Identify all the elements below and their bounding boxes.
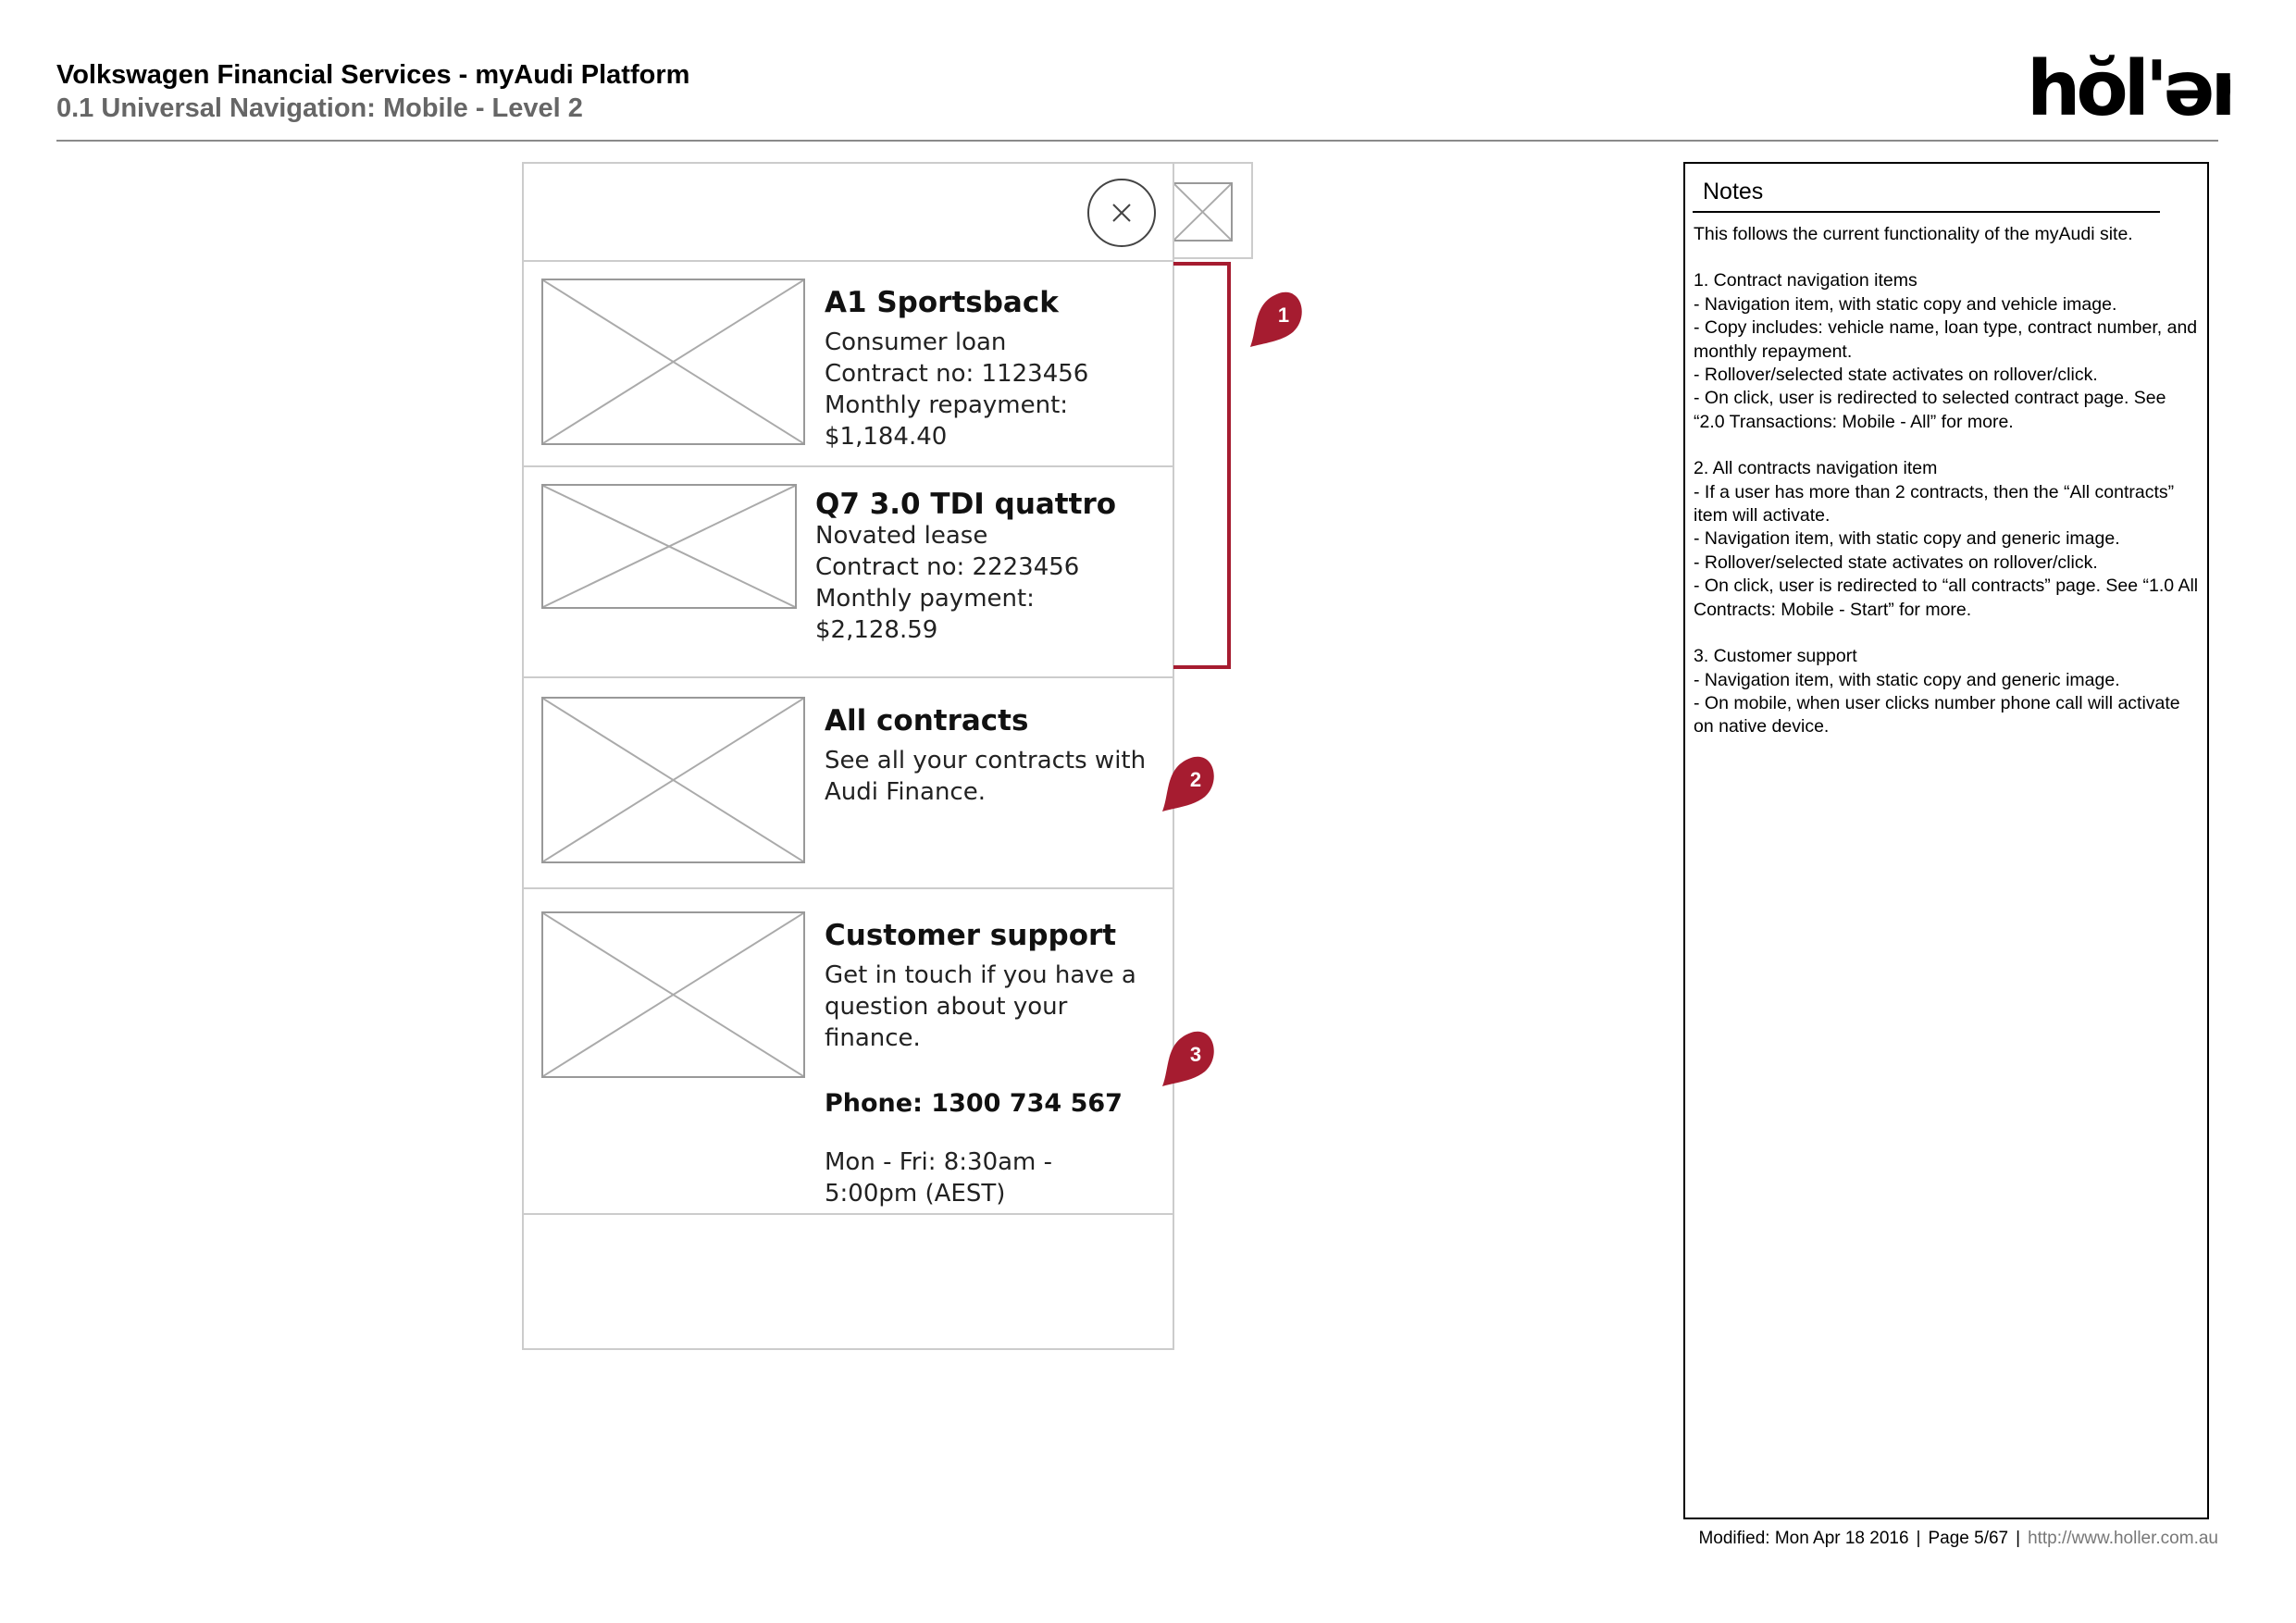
nav-item-description: See all your contracts with xyxy=(825,747,1147,774)
logo-text: hŏl'ər xyxy=(2027,45,2230,133)
marker-number: 1 xyxy=(1277,304,1290,327)
nav-item-customer-support[interactable] xyxy=(524,889,1173,1213)
nav-item-title: Q7 3.0 TDI quattro xyxy=(815,488,1117,521)
nav-item-payment-amount: $2,128.59 xyxy=(815,616,938,644)
nav-item-repayment-amount: $1,184.40 xyxy=(825,423,948,451)
annotation-marker-2 xyxy=(1160,752,1222,813)
holler-logo xyxy=(2027,41,2230,133)
nav-item-title: Customer support xyxy=(825,919,1117,952)
support-phone-link[interactable]: Phone: 1300 734 567 xyxy=(825,1089,1123,1118)
nav-item-description: Get in touch if you have a xyxy=(825,961,1136,989)
nav-item-contract-no: Contract no: 2223456 xyxy=(815,553,1080,581)
nav-item-contract-no: Contract no: 1123456 xyxy=(825,360,1089,388)
notes-section-heading: 3. Customer support xyxy=(1694,646,1857,667)
row-divider xyxy=(522,1213,1174,1215)
image-placeholder-icon xyxy=(541,911,805,1078)
nav-item-description: Audi Finance. xyxy=(825,778,986,806)
close-icon xyxy=(1089,180,1154,245)
nav-item-title: A1 Sportsback xyxy=(825,286,1059,319)
annotation-marker-3 xyxy=(1160,1027,1222,1088)
notes-line: - On click, user is redirected to “all contracts” page. See “1.0 All Contracts: Mobile - Start” for more. xyxy=(1694,576,2199,620)
nav-item-loan-type: Consumer loan xyxy=(825,328,1007,356)
marker-number: 2 xyxy=(1189,768,1202,791)
support-hours: Mon - Fri: 8:30am - xyxy=(825,1148,1053,1176)
underlying-page-peek xyxy=(1174,162,1253,259)
notes-line: - On click, user is redirected to selected contract page. See “2.0 Transactions: Mobile - All” for more. xyxy=(1694,388,2166,432)
notes-line: - If a user has more than 2 contracts, then the “All contracts” item will activate. xyxy=(1694,481,2175,527)
notes-intro: This follows the current functionality of the myAudi site. xyxy=(1694,224,2133,244)
notes-line: - Navigation item, with static copy and vehicle image. xyxy=(1694,293,2117,315)
page-number: Page 5/67 xyxy=(1928,1529,2009,1548)
nav-item-description: finance. xyxy=(825,1024,921,1052)
website-link[interactable]: http://www.holler.com.au xyxy=(2028,1529,2218,1548)
notes-section-heading: 1. Contract navigation items xyxy=(1694,270,1917,291)
nav-item-all-contracts[interactable] xyxy=(524,678,1173,887)
document-subtitle: 0.1 Universal Navigation: Mobile - Level 2 xyxy=(56,93,583,123)
nav-item-q7-tdi-quattro[interactable] xyxy=(524,467,1173,676)
nav-item-loan-type: Novated lease xyxy=(815,522,988,550)
notes-divider xyxy=(1693,211,2160,213)
notes-line: - Rollover/selected state activates on rollover/click. xyxy=(1694,365,2098,386)
notes-heading: Notes xyxy=(1703,179,1764,204)
close-menu-button[interactable] xyxy=(1087,179,1156,247)
image-placeholder-icon xyxy=(1174,182,1233,242)
image-placeholder-icon xyxy=(541,697,805,863)
nav-item-description: question about your xyxy=(825,993,1068,1021)
nav-item-title: All contracts xyxy=(825,704,1029,737)
document-title: Volkswagen Financial Services - myAudi Platform xyxy=(56,60,690,90)
nav-item-repayment-label: Monthly repayment: xyxy=(825,391,1069,419)
support-hours: 5:00pm (AEST) xyxy=(825,1180,1006,1208)
notes-section-heading: 2. All contracts navigation item xyxy=(1694,458,1938,479)
image-placeholder-icon xyxy=(541,484,797,609)
notes-line: - Navigation item, with static copy and generic image. xyxy=(1694,669,2120,690)
nav-item-payment-label: Monthly payment: xyxy=(815,585,1035,613)
header-divider xyxy=(56,140,2218,142)
notes-body xyxy=(1694,223,2201,739)
image-placeholder-icon xyxy=(541,279,805,445)
notes-panel xyxy=(1683,162,2209,1519)
notes-line: - Rollover/selected state activates on rollover/click. xyxy=(1694,551,2098,573)
annotation-bracket-contracts xyxy=(1173,262,1231,669)
annotation-marker-1 xyxy=(1248,288,1309,349)
nav-item-a1-sportsback[interactable] xyxy=(524,262,1173,465)
marker-number: 3 xyxy=(1189,1043,1202,1066)
notes-line: - On mobile, when user clicks number phone call will activate on native device. xyxy=(1694,692,2180,737)
notes-line: - Copy includes: vehicle name, loan type, contract number, and monthly repayment. xyxy=(1694,317,2198,362)
modified-date: Modified: Mon Apr 18 2016 xyxy=(1698,1529,1909,1548)
notes-line: - Navigation item, with static copy and generic image. xyxy=(1694,528,2120,550)
page-footer: Modified: Mon Apr 18 2016 | Page 5/67 | http://www.holler.com.au xyxy=(1698,1529,2218,1548)
